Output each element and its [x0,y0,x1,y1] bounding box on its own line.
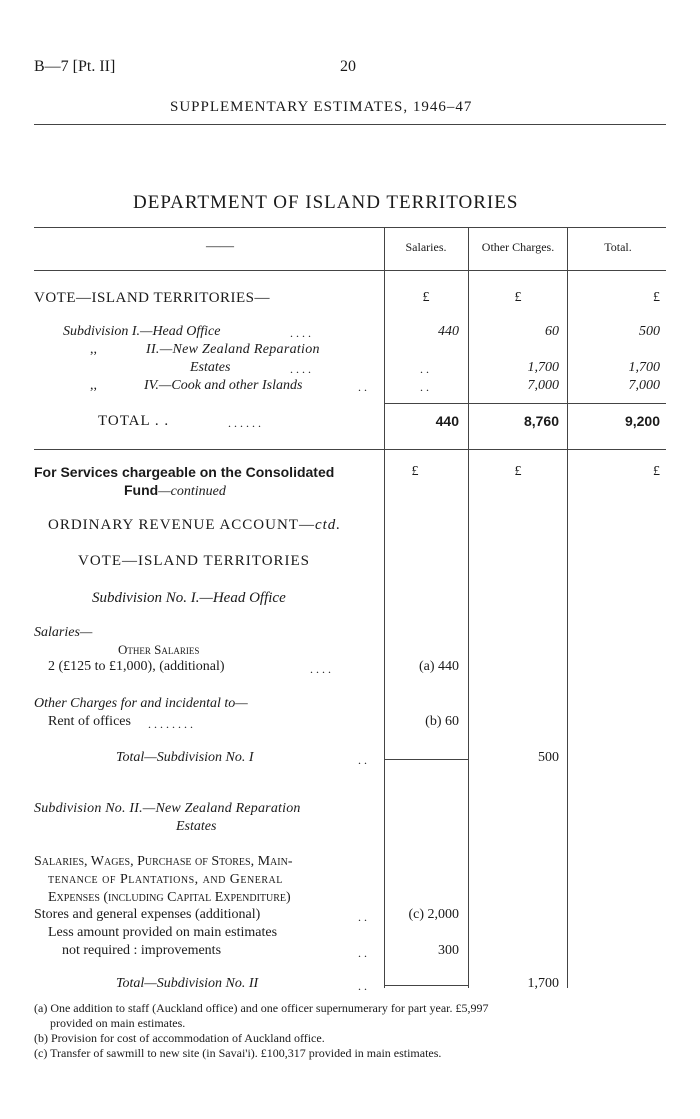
summary-row-total: 500 [639,324,660,339]
summary-total-salaries: 440 [435,413,459,429]
salaries-heading: Salaries— [34,625,93,640]
summary-row-label: II.—New Zealand Reparation [146,342,320,357]
other-charges-heading: Other Charges for and incidental to— [34,696,248,711]
detail-pound-total: £ [653,464,660,479]
salaries-wages-heading-3: Expenses (including Capital Expenditure) [48,890,291,905]
page-number: 20 [340,58,356,75]
services-heading: For Services chargeable on the Consolidated [34,464,335,480]
column-header-blank: —— [206,239,234,254]
rent-item: Rent of offices [48,714,131,729]
summary-row-other: 60 [545,324,559,339]
less-amount-item-continued: not required : improvements [62,943,222,958]
page-title: SUPPLEMENTARY ESTIMATES, 1946–47 [170,99,473,115]
column-divider-1 [384,228,385,988]
ditto-mark: ,, [90,378,97,393]
summary-total-rule [385,403,666,404]
footnote-b: (b) Provision for cost of accommodation of Auckland office. [34,1031,325,1045]
detail-pound-salaries: £ [411,464,419,479]
rent-item-value: (b) 60 [425,714,459,729]
leader-dots: . . . . . . . . [148,717,193,731]
summary-row-label: IV.—Cook and other Islands [144,378,303,393]
subtotal-rule-1 [385,759,468,760]
total-subdivision-2-value: 1,700 [527,976,559,991]
subdivision-2-heading-continued: Estates [176,819,217,834]
leader-dots: . . . . . . [228,416,261,430]
leader-dots: . . [358,910,367,924]
subtotal-rule-2 [385,985,468,986]
footnote-a-continued: provided on main estimates. [50,1016,186,1030]
summary-total-total: 9,200 [624,413,660,429]
other-salaries-heading: Other Salaries [118,642,200,657]
less-amount-item: Less amount provided on main estimates [48,925,278,940]
summary-pound-salaries: £ [422,290,430,305]
summary-pound-total: £ [653,290,660,305]
summary-row-label-continued: Estates [190,360,231,375]
salaries-item: 2 (£125 to £1,000), (additional) [48,659,225,674]
summary-row-total: 7,000 [628,378,660,393]
total-subdivision-1-label: Total—Subdivision No. I [116,750,254,765]
leader-dots: . . . . [290,362,311,376]
header-rule [34,124,666,125]
salaries-item-value: (a) 440 [418,659,459,674]
department-heading: DEPARTMENT OF ISLAND TERRITORIES [133,192,519,213]
less-amount-value: 300 [438,943,459,958]
summary-pound-other: £ [514,290,522,305]
column-divider-2 [468,228,469,988]
total-subdivision-2-label: Total—Subdivision No. II [116,976,259,991]
vote-heading: VOTE—ISLAND TERRITORIES [78,553,311,569]
summary-total-other: 8,760 [523,413,559,429]
summary-total-label: TOTAL . . [98,413,170,429]
summary-row-total: 1,700 [628,360,660,375]
column-divider-3 [567,228,568,988]
stores-item-value: (c) 2,000 [408,907,459,922]
leader-dots: . . [358,946,367,960]
table-header-rule [34,270,666,271]
leader-dots: . . . . [310,662,331,676]
leader-dots: . . . . [290,326,311,340]
summary-row-salaries: . . [420,380,429,394]
ordinary-revenue-heading: ORDINARY REVENUE ACCOUNT—ctd. [48,517,342,533]
stores-item: Stores and general expenses (additional) [34,907,261,922]
column-header-total: Total. [604,240,632,254]
column-header-salaries: Salaries. [405,240,447,254]
summary-row-other: 1,700 [527,360,559,375]
salaries-wages-heading-2: tenance of Plantations, and General [48,872,283,887]
ditto-mark: ,, [90,342,97,357]
leader-dots: . . [358,380,367,394]
page-reference: B—7 [Pt. II] [34,58,116,75]
leader-dots: . . [358,979,367,993]
table-top-rule [34,227,666,228]
summary-vote-heading: VOTE—ISLAND TERRITORIES— [34,290,271,306]
footnote-a: (a) One addition to staff (Auckland office) and one officer supernumerary for part year. £5,997 [34,1001,489,1015]
leader-dots: . . [358,753,367,767]
summary-row-salaries: . . [420,362,429,376]
detail-pound-other: £ [514,464,522,479]
summary-row-other: 7,000 [527,378,559,393]
summary-row-salaries: 440 [438,324,459,339]
total-subdivision-1-value: 500 [538,750,559,765]
salaries-wages-heading: Salaries, Wages, Purchase of Stores, Main- [34,854,293,869]
summary-row-label: Subdivision I.—Head Office [63,324,221,339]
subdivision-2-heading: Subdivision No. II.—New Zealand Reparation [34,801,301,816]
summary-bottom-rule [34,449,666,450]
services-heading-continued: Fund—continued [124,482,226,499]
column-header-other-charges: Other Charges. [481,240,555,254]
footnote-c: (c) Transfer of sawmill to new site (in Savai'i). £100,317 provided in main estimates. [34,1046,442,1060]
subdivision-1-heading: Subdivision No. I.—Head Office [92,590,286,606]
